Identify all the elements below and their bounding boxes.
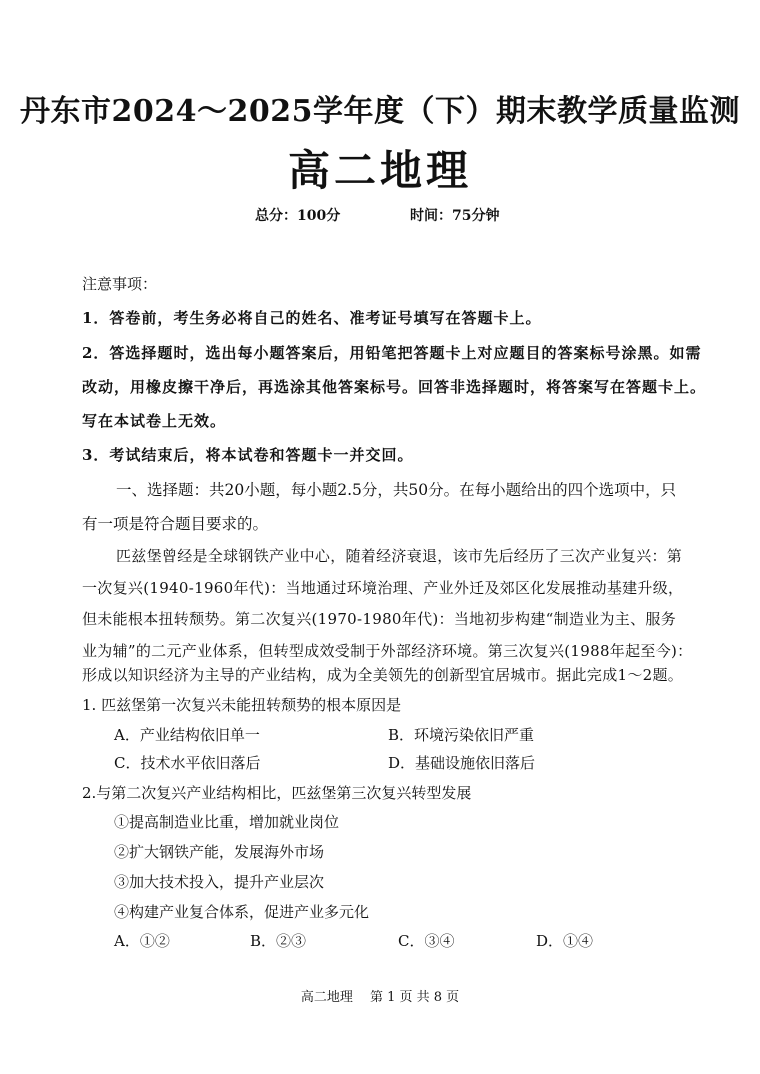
question-1-option-a: A．产业结构依旧单一 [114,726,260,744]
question-1-option-c: C．技术水平依旧落后 [114,754,261,772]
page-footer: 高二地理 第 1 页 共 8 页 [300,990,460,1005]
notice-heading: 注意事项： [82,275,158,293]
section-instruction-line-1: 一、选择题：共20小题，每小题2.5分，共50分。在每小题给出的四个选项中，只 [116,481,677,499]
exam-title: 丹东市2024～2025学年度（下）期末教学质量监测 [20,94,740,129]
passage-line-5: 形成以知识经济为主导的产业结构，成为全美领先的创新型宜居城市。据此完成1～2题。 [82,666,684,684]
question-2-option-a: A．①② [114,932,170,950]
notice-item-2-line-1: 2．答选择题时，选出每小题答案后，用铅笔把答题卡上对应题目的答案标号涂黑。如需 [82,344,702,362]
question-2-statement-1: ①提高制造业比重，增加就业岗位 [114,813,340,831]
section-instruction-line-2: 有一项是符合题目要求的。 [82,515,269,533]
notice-item-3: 3．考试结束后，将本试卷和答题卡一并交回。 [82,446,414,464]
question-2-statement-4: ④构建产业复合体系，促进产业多元化 [114,903,370,921]
notice-item-2-line-2: 改动，用橡皮擦干净后，再选涂其他答案标号。回答非选择题时，将答案写在答题卡上。 [82,378,707,396]
question-2-statement-3: ③加大技术投入，提升产业层次 [114,873,325,891]
passage-line-1: 匹兹堡曾经是全球钢铁产业中心，随着经济衰退，该市先后经历了三次产业复兴：第 [116,547,683,565]
question-1-option-b: B．环境污染依旧严重 [388,726,535,744]
passage-line-2: 一次复兴(1940-1960年代)：当地通过环境治理、产业外迁及郊区化发展推动基建升级， [82,579,684,597]
question-1-option-d: D．基础设施依旧落后 [388,754,536,772]
passage-line-3: 但未能根本扭转颓势。第二次复兴(1970-1980年代)：当地初步构建“制造业为主、服务 [82,610,676,628]
question-2-option-d: D．①④ [536,932,594,950]
question-2-option-c: C．③④ [398,932,455,950]
question-2-option-b: B．②③ [250,932,307,950]
passage-line-4: 业为辅”的二元产业体系，但转型成效受制于外部经济环境。第三次复兴(1988年起至今)： [82,642,693,660]
notice-item-1: 1．答卷前，考生务必将自己的姓名、准考证号填写在答题卡上。 [82,309,542,327]
question-2-stem: 2.与第二次复兴产业结构相比，匹兹堡第三次复兴转型发展 [82,784,472,802]
exam-time: 时间：75分钟 [410,208,500,224]
subject-title: 高二地理 [287,146,472,195]
question-1-stem: 1. 匹兹堡第一次复兴未能扭转颓势的根本原因是 [82,696,402,714]
question-2-statement-2: ②扩大钢铁产能，发展海外市场 [114,843,325,861]
notice-item-2-line-3: 写在本试卷上无效。 [82,412,227,430]
total-score: 总分：100分 [255,208,341,224]
